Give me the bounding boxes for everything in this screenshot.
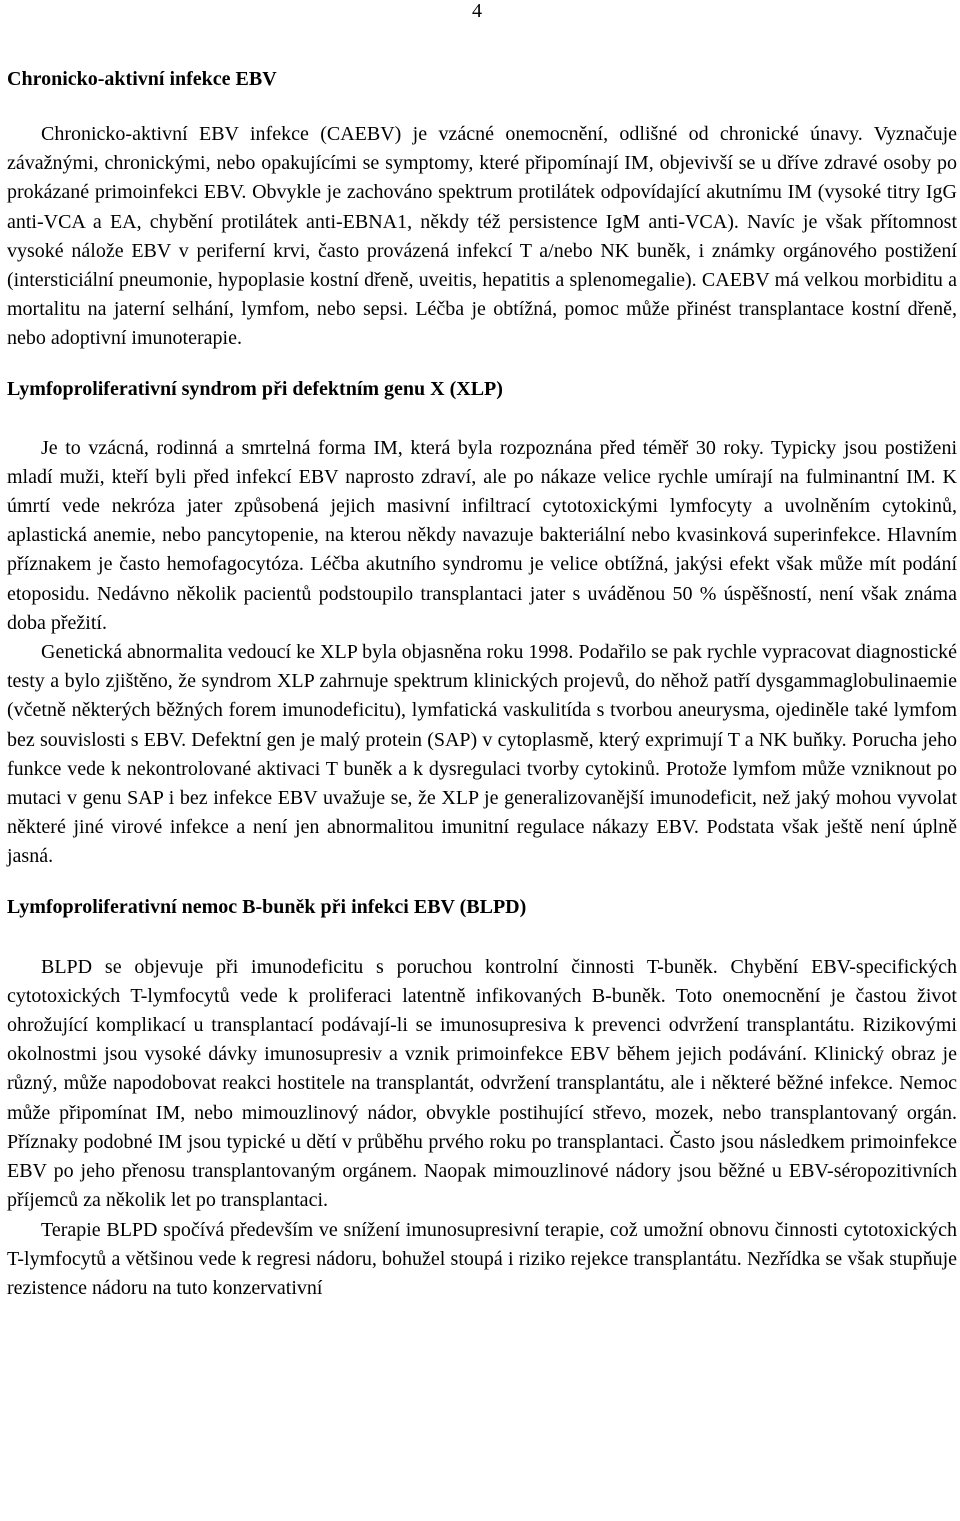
section-heading-blpd: Lymfoproliferativní nemoc B-buněk při infekci EBV (BLPD) xyxy=(7,895,527,918)
paragraph-blpd-2: Terapie BLPD spočívá především ve snížení imunosupresivní terapie, což umožní obnovu činnosti cytotoxických T-lymfocytů a většinou vede k regresi nádoru, bohužel stoupá i riziko rejekce transplantátu. Nezřídka se však stupňuje rezistence nádoru na tuto konzervativní xyxy=(7,1218,957,1299)
paragraph-caebv: Chronicko-aktivní EBV infekce (CAEBV) je vzácné onemocnění, odlišné od chronické únavy. Vyznačuje závažnými, chronickými, nebo opakujícími se symptomy, které připomínají IM, objevivší se u dříve zdravé osoby po prokázané primoinfekci EBV. Obvykle je zachováno spektrum protilátek odpovídající akutnímu IM (vysoké titry IgG anti-VCA a EA, chybění protilátek anti-EBNA1, někdy též persistence IgM anti-VCA). Navíc je však přítomnost vysoké nálože EBV v periferní krvi, často provázená infekcí T a/nebo NK buněk, i známky orgánového postižení (intersticiální pneumonie, hypoplasie kostní dřeně, uveitis, hepatitis a splenomegalie). CAEBV má velkou morbiditu a mortalitu na jaterní selhání, lymfom, nebo sepsi. Léčba je obtížná, pomoc může přinést transplantace kostní dřeně, nebo adoptivní imunoterapie. xyxy=(7,123,957,350)
document-body xyxy=(7,64,957,1303)
paragraph-blpd-1: BLPD se objevuje při imunodeficitu s poruchou kontrolní činnosti T-buněk. Chybění EBV-specifických cytotoxických T-lymfocytů vede k proliferaci latentně infikovaných B-buněk. Toto onemocnění je častou život ohrožující komplikací u transplantací podávají-li se imunosupresiva k prevenci odvržení transplantátu. Rizikovými okolnostmi jsou vysoké dávky imunosupresiv a vznik primoinfekce EBV během jejich podávání. Klinický obraz je různý, může napodobovat reakci hostitele na transplantát, odvržení transplantátu, ale i některé běžné infekce. Nemoc může připomínat IM, nebo mimouzlinový nádor, obvykle postihující střevo, mozek, nebo transplantovaný orgán. Příznaky podobné IM jsou typické u dětí v průběhu prvého roku po transplantaci. Často jsou následkem primoinfekce EBV po jeho přenosu transplantovaným orgánem. Naopak mimouzlinové nádory jsou běžné u EBV-séropozitivních příjemců za několik let po transplantaci. xyxy=(7,955,957,1212)
section-heading-caebv: Chronicko-aktivní infekce EBV xyxy=(7,68,277,90)
paragraph-xlp-2: Genetická abnormalita vedoucí ke XLP byla objasněna roku 1998. Podařilo se pak rychle vypracovat diagnostické testy a bylo zjištěno, že syndrom XLP zahrnuje spektrum klinických projevů, do něhož patří dysgammaglobulinaemie (včetně některých běžných forem imunodeficitu), lymfatická vaskulitída s tvorbou aneurysma, ojediněle také lymfom bez souvislosti s EBV. Defektní gen je malý protein (SAP) v cytoplasmě, který exprimují T a NK buňky. Porucha jeho funkce vede k nekontrolované aktivaci T buněk a k dysregulaci tvorby cytokinů. Protože lymfom může vzniknout po mutaci v genu SAP i bez infekce EBV uvažuje se, že XLP je generalizovanější imunodeficit, než jaký mohou vyvolat některé jiné virové infekce a není jen abnormalitou imunitní regulace nákazy EBV. Podstata však ještě není úplně jasná. xyxy=(7,641,957,868)
page-number: 4 xyxy=(472,0,482,22)
section-heading-xlp: Lymfoproliferativní syndrom při defektním genu X (XLP) xyxy=(7,377,503,400)
paragraph-xlp-1: Je to vzácná, rodinná a smrtelná forma IM, která byla rozpoznána před téměř 30 roky. Typicky jsou postiženi mladí muži, kteří byli před infekcí EBV naprosto zdraví, ale po nákaze velice rychle umírají na fulminantní IM. K úmrtí vede nekróza jater způsobená jejich masivní infiltrací cytotoxickými lymfocyty a uvolněním cytokinů, aplastická anemie, nebo pancytopenie, na kterou někdy navazuje bakteriální nebo kvasinková superinfekce. Hlavním příznakem je často hemofagocytóza. Léčba akutního syndromu je velice obtížná, jakýsi efekt však může mít podání etoposidu. Nedávno několik pacientů podstoupilo transplantaci jater s uváděnou 50 % úspěšností, není však známa doba přežití. xyxy=(7,436,957,634)
